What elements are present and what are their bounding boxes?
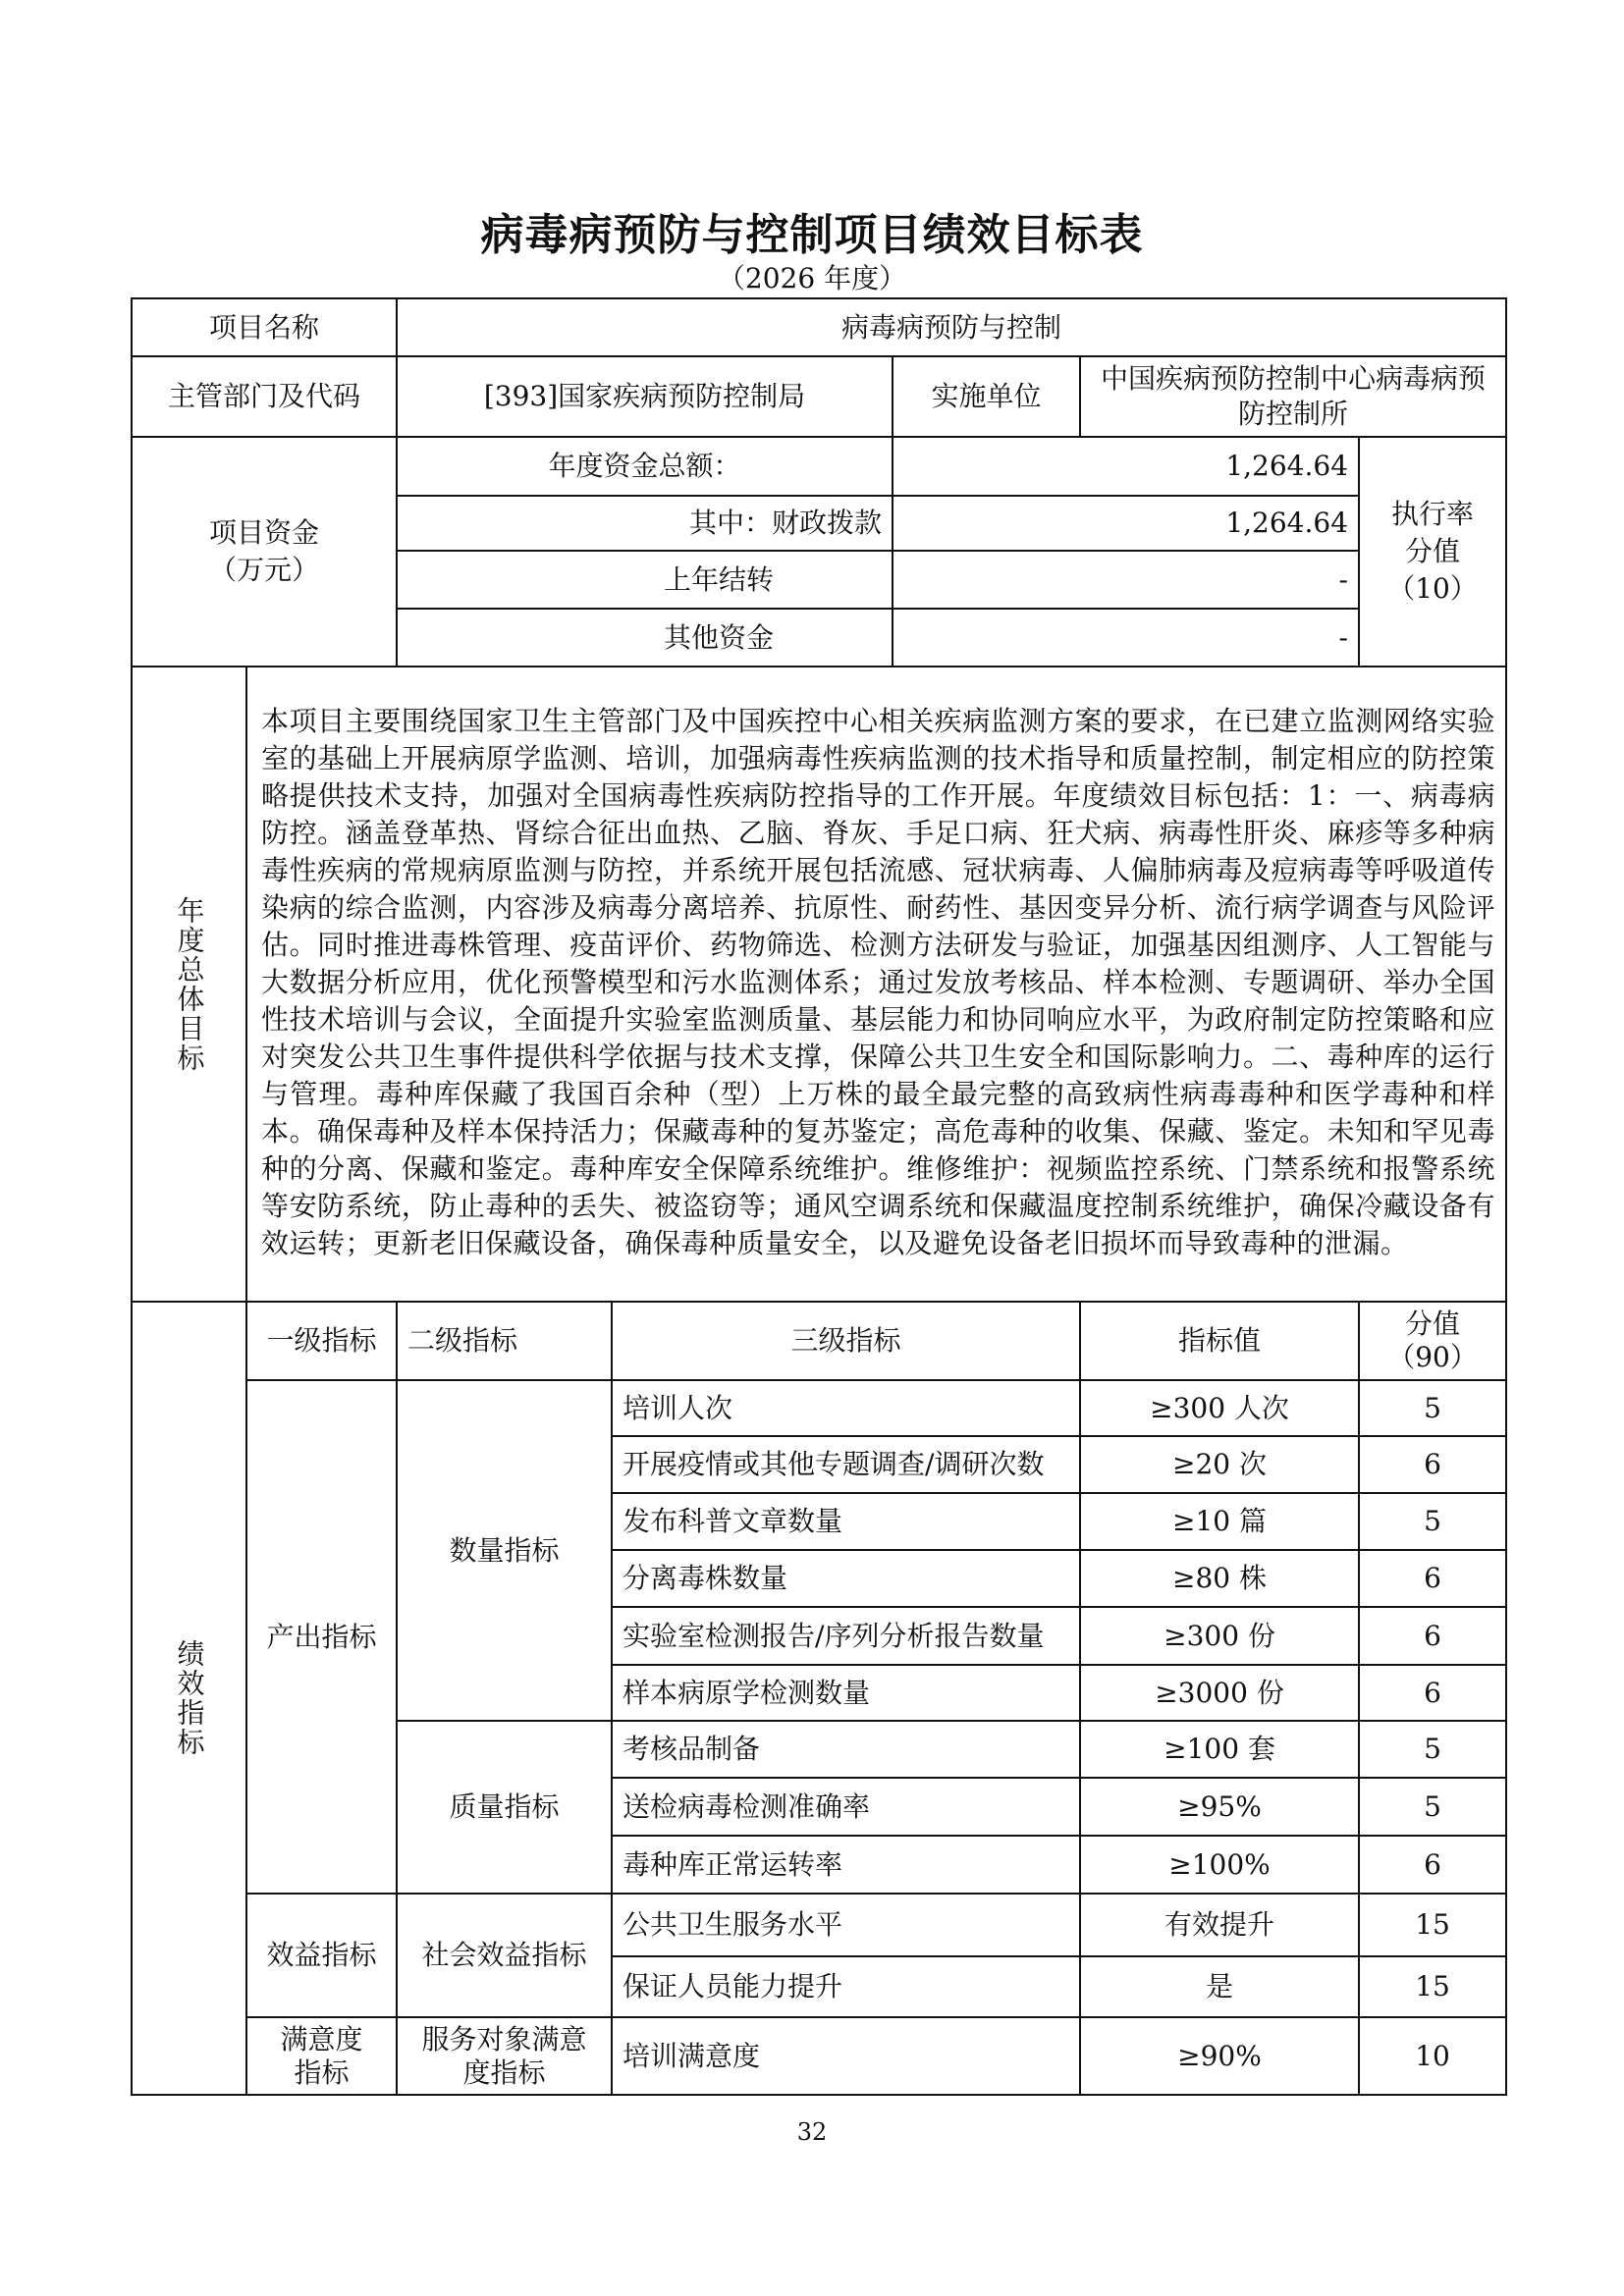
metric-target: ≥80 株 <box>1080 1550 1359 1607</box>
metric-name: 培训人次 <box>612 1380 1080 1436</box>
group-satisfaction-line2: 指标 <box>294 2056 350 2089</box>
metric-score: 6 <box>1359 1665 1506 1721</box>
funding-label: 其他资金 <box>397 609 893 667</box>
metric-score: 5 <box>1359 1721 1506 1778</box>
metric-name: 毒种库正常运转率 <box>612 1836 1080 1894</box>
group-quantity: 数量指标 <box>397 1380 612 1721</box>
metric-target: 是 <box>1080 1956 1359 2017</box>
metric-row <box>132 1894 1506 1956</box>
metric-name: 样本病原学检测数量 <box>612 1665 1080 1721</box>
metric-score: 6 <box>1359 1836 1506 1894</box>
group-benefit: 效益指标 <box>246 1894 397 2017</box>
project-name-label: 项目名称 <box>132 298 397 356</box>
header-level1: 一级指标 <box>246 1302 397 1380</box>
metric-name: 保证人员能力提升 <box>612 1956 1080 2017</box>
metrics-section-label: 绩效指标 <box>173 1639 206 1757</box>
funding-value: - <box>893 609 1359 667</box>
funding-value: - <box>893 551 1359 609</box>
objectives-text: 本项目主要围绕国家卫生主管部门及中国疾控中心相关疾病监测方案的要求，在已建立监测网络实验室的基础上开展病原学监测、培训，加强病毒性疾病监测的技术指导和质量控制，制定相应的防控策略提供技术支持，加强对全国病毒性疾病防控指导的工作开展。年度绩效目标包括：1：一、病毒病防控。涵盖登革热、肾综合征出血热、乙脑、脊灰、手足口病、狂犬病、病毒性肝炎、麻疹等多种病毒性疾病的常规病原监测与防控，并系统开展包括流感、冠状病毒、人偏肺病毒及痘病毒等呼吸道传染病的综合监测，内容涉及病毒分离培养、抗原性、耐药性、基因变异分析、流行病学调查与风险评估。同时推进毒株管理、疫苗评价、药物筛选、检测方法研发与验证，加强基因组测序、人工智能与大数据分析应用，优化预警模型和污水监测体系；通过发放考核品、样本检测、专题调研、举办全国性技术培训与会议，全面提升实验室监测质量、基层能力和协同响应水平，为政府制定防控策略和应对突发公共卫生事件提供科学依据与技术支撑，保障公共卫生安全和国际影响力。二、毒种库的运行与管理。毒种库保藏了我国百余种（型）上万株的最全最完整的高致病性病毒毒种和医学毒种和样本。确保毒种及样本保持活力；保藏毒种的复苏鉴定；高危毒种的收集、保藏、鉴定。未知和罕见毒种的分离、保藏和鉴定。毒种库安全保障系统维护。维修维护：视频监控系统、门禁系统和报警系统等安防系统，防止毒种的丢失、被盗窃等；通风空调系统和保藏温度控制系统维护，确保冷藏设备有效运转；更新老旧保藏设备，确保毒种质量安全，以及避免设备老旧损坏而导致毒种的泄漏。 <box>246 667 1506 1302</box>
header-level3: 三级指标 <box>612 1302 1080 1380</box>
group-service-line2: 度指标 <box>462 2056 546 2089</box>
department-value: [393]国家疾病预防控制局 <box>397 356 893 437</box>
score-label-line3: （10） <box>1387 572 1478 605</box>
score-label-line1: 执行率 <box>1391 498 1475 530</box>
metric-score: 5 <box>1359 1493 1506 1550</box>
implementing-unit-value: 中国疾病预防控制中心病毒病预防控制所 <box>1080 356 1506 437</box>
metric-target: ≥3000 份 <box>1080 1665 1359 1721</box>
group-service-line1: 服务对象满意 <box>421 2022 587 2056</box>
metric-target: ≥100 套 <box>1080 1721 1359 1778</box>
performance-target-table <box>131 297 1507 2096</box>
metric-score: 5 <box>1359 1778 1506 1836</box>
group-satisfaction <box>246 2017 397 2095</box>
objectives-label: 年度总体目标 <box>173 895 206 1073</box>
funding-value: 1,264.64 <box>893 496 1359 551</box>
metrics-section-label-cell <box>132 1302 246 2095</box>
metric-name: 发布科普文章数量 <box>612 1493 1080 1550</box>
funding-label-line2: （万元） <box>209 554 320 586</box>
page-number: 32 <box>796 2118 828 2146</box>
metric-target: ≥20 次 <box>1080 1436 1359 1493</box>
group-service-satisfaction <box>397 2017 612 2095</box>
metric-target: ≥300 份 <box>1080 1607 1359 1665</box>
score-label-line2: 分值 <box>1405 535 1461 567</box>
metric-score: 6 <box>1359 1607 1506 1665</box>
metric-target: 有效提升 <box>1080 1894 1359 1956</box>
metrics-header-row <box>132 1302 1506 1380</box>
group-quality: 质量指标 <box>397 1721 612 1894</box>
metric-name: 实验室检测报告/序列分析报告数量 <box>612 1607 1080 1665</box>
metric-name: 考核品制备 <box>612 1721 1080 1778</box>
metric-name: 培训满意度 <box>612 2017 1080 2095</box>
metric-name: 公共卫生服务水平 <box>612 1894 1080 1956</box>
funding-section-label <box>132 437 397 667</box>
project-name-row <box>132 298 1506 356</box>
metric-name: 开展疫情或其他专题调查/调研次数 <box>612 1436 1080 1493</box>
group-social-benefit: 社会效益指标 <box>397 1894 612 2017</box>
metric-name: 送检病毒检测准确率 <box>612 1778 1080 1836</box>
metric-score: 6 <box>1359 1436 1506 1493</box>
header-score-line1: 分值 <box>1405 1308 1461 1340</box>
implementing-unit-label: 实施单位 <box>893 356 1080 437</box>
metric-target: ≥90% <box>1080 2017 1359 2095</box>
metric-row <box>132 1380 1506 1436</box>
metric-score: 5 <box>1359 1380 1506 1436</box>
metric-target: ≥10 篇 <box>1080 1493 1359 1550</box>
funding-label-line1: 项目资金 <box>209 516 320 549</box>
funding-label: 上年结转 <box>397 551 893 609</box>
header-target: 指标值 <box>1080 1302 1359 1380</box>
metric-score: 10 <box>1359 2017 1506 2095</box>
metric-name: 分离毒株数量 <box>612 1550 1080 1607</box>
group-output: 产出指标 <box>246 1380 397 1894</box>
header-score-line2: （90） <box>1387 1341 1478 1373</box>
execution-rate-score-label <box>1359 437 1506 667</box>
department-row <box>132 356 1506 437</box>
project-name-value: 病毒病预防与控制 <box>397 298 1506 356</box>
header-score <box>1359 1302 1506 1380</box>
funding-label: 年度资金总额： <box>397 437 893 496</box>
header-level2: 二级指标 <box>397 1302 612 1380</box>
metric-target: ≥95% <box>1080 1778 1359 1836</box>
metric-score: 15 <box>1359 1894 1506 1956</box>
objectives-label-cell <box>132 667 246 1302</box>
objectives-row <box>132 667 1506 1302</box>
funding-label: 其中：财政拨款 <box>397 496 893 551</box>
group-satisfaction-line1: 满意度 <box>280 2022 363 2056</box>
funding-value: 1,264.64 <box>893 437 1359 496</box>
metric-score: 6 <box>1359 1550 1506 1607</box>
department-label: 主管部门及代码 <box>132 356 397 437</box>
document-subtitle: （2026 年度） <box>717 262 907 294</box>
metric-target: ≥300 人次 <box>1080 1380 1359 1436</box>
funding-row <box>132 437 1506 496</box>
metric-score: 15 <box>1359 1956 1506 2017</box>
metric-row <box>132 2017 1506 2095</box>
metric-target: ≥100% <box>1080 1836 1359 1894</box>
document-title: 病毒病预防与控制项目绩效目标表 <box>480 210 1144 260</box>
